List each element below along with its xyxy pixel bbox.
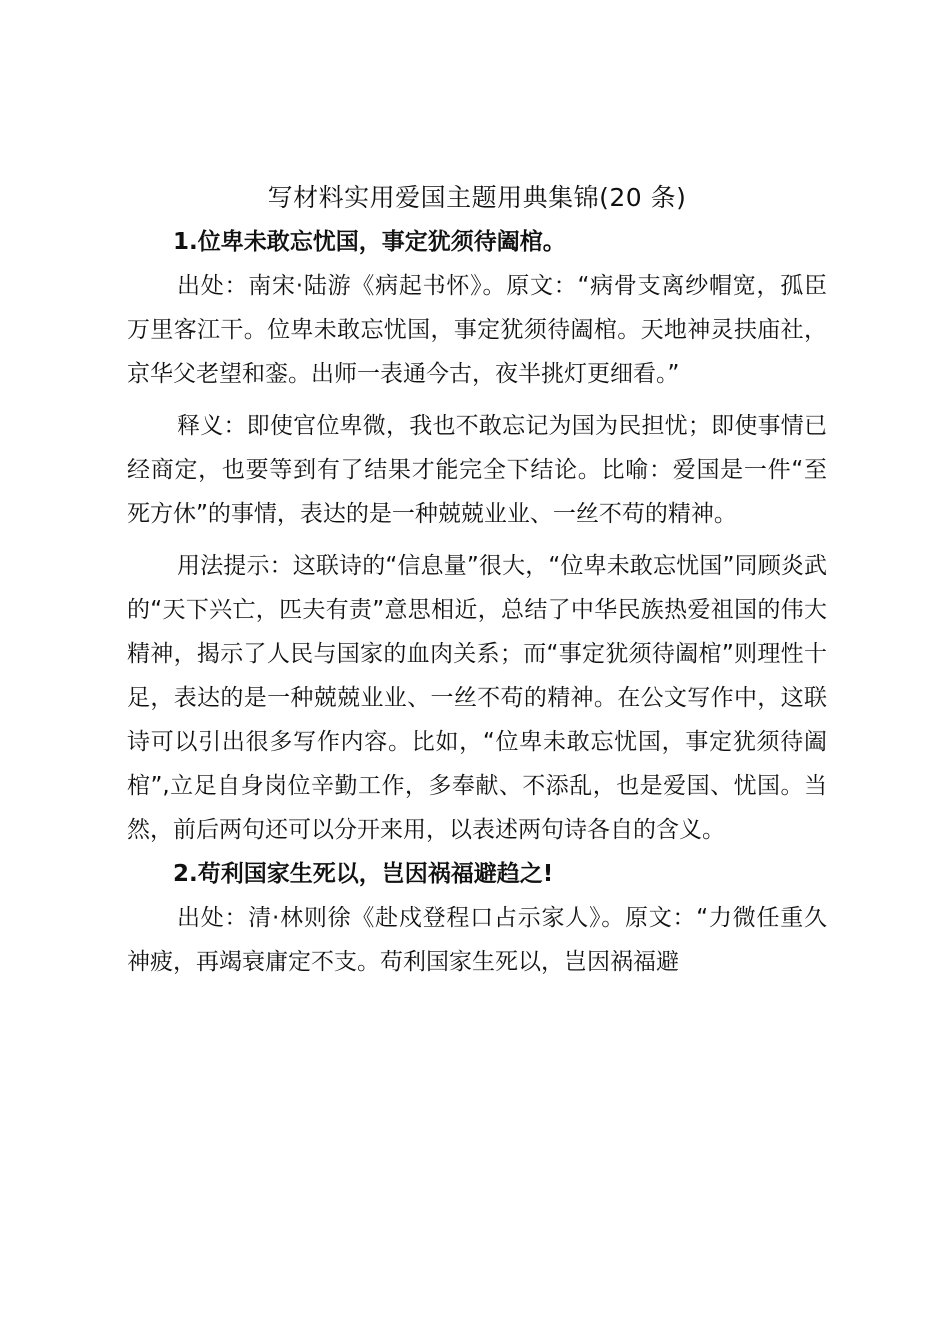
document-title: 写材料实用爱国主题用典集锦(20 条) <box>267 183 687 212</box>
section-1-usage: 用法提示：这联诗的“信息量”很大，“位卑未敢忘忧国”同顾炎武的“天下兴亡，匹夫有责”意思相近，总结了中华民族热爱祖国的伟大精神，揭示了人民与国家的血肉关系；而“事定犹须待阖棺”则理性十足，表达的是一种兢兢业业、一丝不苟的精神。在公文写作中，这联诗可以引出很多写作内容。比如，“位卑未敢忘忧国，事定犹须待阖棺”,立足自身岗位辛勤工作，多奉献、不添乱，也是爱国、忧国。当然，前后两句还可以分开来用，以表述两句诗各自的含义。 <box>127 553 827 843</box>
section-heading-2: 2.苟利国家生死以，岂因祸福避趋之! <box>173 861 554 887</box>
document-body <box>127 176 827 984</box>
section-1-source: 出处：南宋·陆游《病起书怀》。原文：“病骨支离纱帽宽，孤臣万里客江干。位卑未敢忘忧国，事定犹须待阖棺。天地神灵扶庙社，京华父老望和銮。出师一表通今古，夜半挑灯更细看。” <box>127 273 827 387</box>
section-heading-1: 1.位卑未敢忘忧国，事定犹须待阖棺。 <box>173 229 566 255</box>
section-1-meaning: 释义：即使官位卑微，我也不敢忘记为国为民担忧；即使事情已经商定，也要等到有了结果才能完全下结论。比喻：爱国是一件“至死方休”的事情，表达的是一种兢兢业业、一丝不苟的精神。 <box>127 413 827 527</box>
section-2-source: 出处：清·林则徐《赴戍登程口占示家人》。原文：“力微任重久神疲，再竭衰庸定不支。苟利国家生死以，岂因祸福避 <box>127 905 827 975</box>
